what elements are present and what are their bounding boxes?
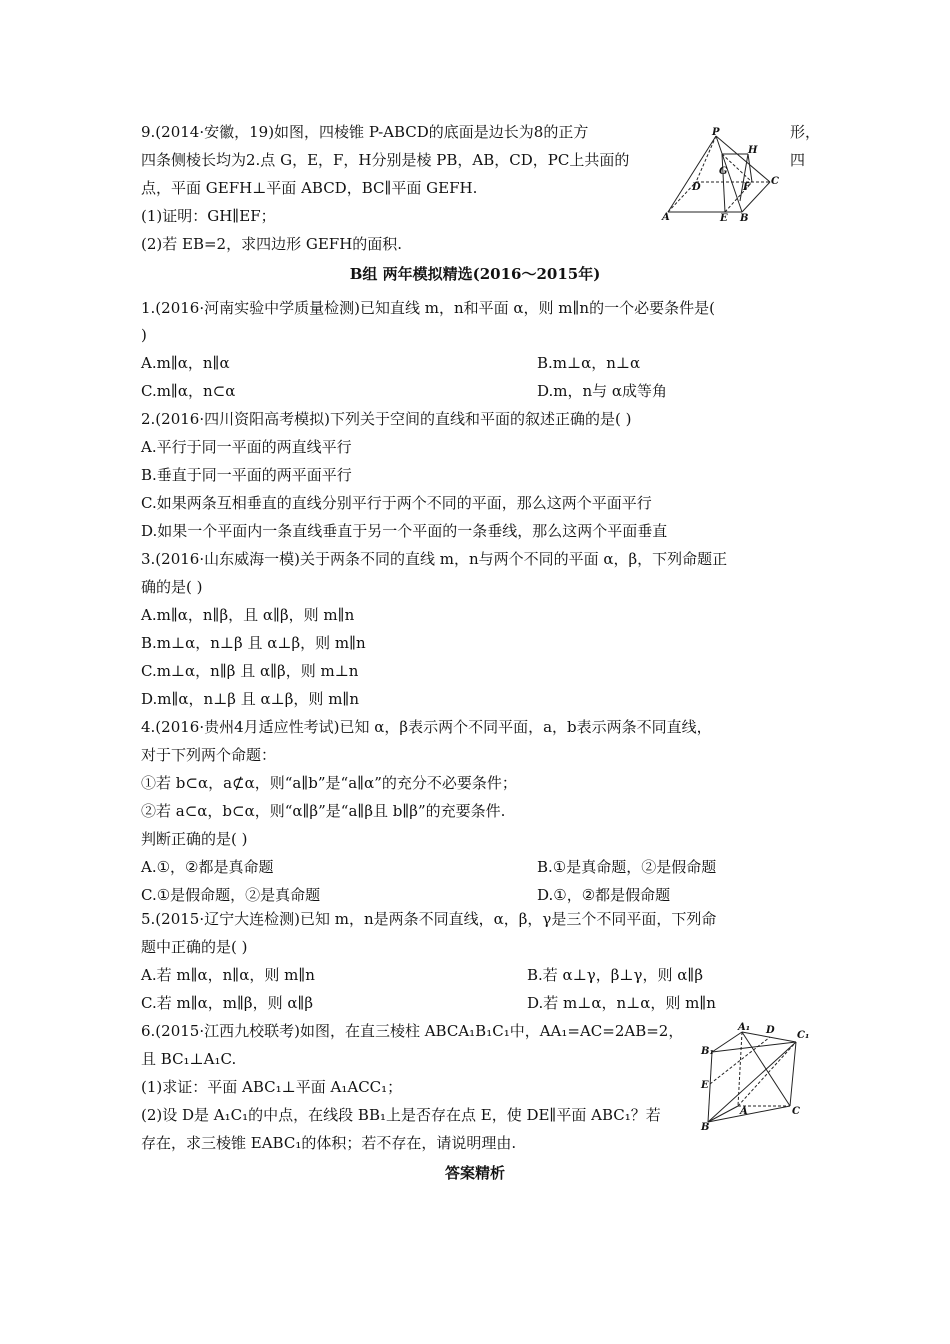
q6-fig-label-a1: A₁ — [738, 1022, 751, 1033]
q4-stem-2: 对于下列两个命题： — [141, 746, 277, 764]
q6-part-2-line-1: (2)设 D是 A₁C₁的中点，在线段 BB₁上是否存在点 E，使 DE∥平面 ABC₁？若 — [141, 1106, 661, 1124]
q6-fig-label-e: E — [701, 1080, 709, 1091]
q6-fig-label-c1: C₁ — [797, 1030, 810, 1041]
q6-stem-2: 且 BC₁⊥A₁C. — [141, 1050, 237, 1068]
q1-stem-2: ) — [141, 326, 147, 344]
q9-fig-label-d: D — [692, 182, 701, 193]
q4-option-b: B.①是真命题，②是假命题 — [537, 858, 717, 876]
pyramid-figure — [660, 126, 785, 222]
answer-title: 答案精析 — [444, 1164, 505, 1182]
q4-prompt: 判断正确的是( ) — [141, 830, 248, 848]
q4-option-a: A.①，②都是真命题 — [141, 858, 274, 876]
q9-fig-label-a: A — [662, 212, 670, 222]
q5-option-a: A.若 m∥α，n∥α，则 m∥n — [141, 966, 315, 984]
q9-fig-label-g: G — [719, 166, 728, 177]
q6-fig-label-b1: B₁ — [701, 1046, 714, 1057]
q9-line-2-tail: 四 — [790, 151, 806, 169]
q3-stem-1: 3.(2016·山东威海一模)关于两条不同的直线 m，n与两个不同的平面 α，β，下列命题正 — [141, 550, 728, 568]
q4-option-d: D.①，②都是假命题 — [537, 886, 671, 904]
q4-proposition-2: ②若 a⊂α，b⊂α，则“α∥β”是“a∥β且 b∥β”的充要条件. — [141, 802, 506, 820]
q5-option-b: B.若 α⊥γ，β⊥γ，则 α∥β — [527, 966, 704, 984]
q9-line-1-tail: 形， — [790, 123, 821, 141]
prism-figure — [698, 1022, 818, 1132]
group-b-title: B组 两年模拟精选(2016～2015年) — [349, 265, 601, 283]
q9-line-1: 9.(2014·安徽，19)如图，四棱锥 P-ABCD的底面是边长为8的正方 — [141, 123, 589, 141]
q6-stem-1: 6.(2015·江西九校联考)如图，在直三棱柱 ABCA₁B₁C₁中，AA₁=AC=2AB=2， — [141, 1022, 684, 1040]
q3-option-b: B.m⊥α，n⊥β 且 α⊥β，则 m∥n — [141, 634, 366, 652]
q9-line-2: 四条侧棱长均为2.点 G，E，F，H分别是棱 PB，AB，CD，PC上共面的 — [141, 151, 630, 169]
q9-part-2: (2)若 EB=2，求四边形 GEFH的面积. — [141, 235, 403, 253]
q3-option-a: A.m∥α，n∥β，且 α∥β，则 m∥n — [141, 606, 355, 624]
q3-option-d: D.m∥α，n⊥β 且 α⊥β，则 m∥n — [141, 690, 360, 708]
q1-option-b: B.m⊥α，n⊥α — [537, 354, 641, 372]
q3-option-c: C.m⊥α，n∥β 且 α∥β，则 m⊥n — [141, 662, 359, 680]
q1-option-d: D.m，n与 α成等角 — [537, 382, 668, 400]
q9-fig-label-e: E — [720, 213, 728, 222]
q9-part-1: (1)证明：GH∥EF； — [141, 207, 276, 225]
q5-stem-1: 5.(2015·辽宁大连检测)已知 m，n是两条不同直线，α，β，γ是三个不同平面，下列命 — [141, 910, 717, 928]
q6-fig-label-c: C — [792, 1106, 800, 1117]
q9-line-3: 点，平面 GEFH⊥平面 ABCD，BC∥平面 GEFH. — [141, 179, 478, 197]
q2-option-c: C.如果两条互相垂直的直线分别平行于两个不同的平面，那么这两个平面平行 — [141, 494, 652, 512]
q9-fig-label-b: B — [740, 213, 749, 222]
q5-option-c: C.若 m∥α，m∥β，则 α∥β — [141, 994, 314, 1012]
q4-stem-1: 4.(2016·贵州4月适应性考试)已知 α，β表示两个不同平面，a，b表示两条不同直线， — [141, 718, 712, 736]
q6-fig-label-a: A — [740, 1106, 748, 1117]
q1-option-c: C.m∥α，n⊂α — [141, 382, 236, 400]
q9-fig-label-p: P — [712, 127, 720, 138]
q1-stem-1: 1.(2016·河南实验中学质量检测)已知直线 m，n和平面 α，则 m∥n的一个必要条件是( — [141, 299, 715, 317]
q6-part-1: (1)求证：平面 ABC₁⊥平面 A₁ACC₁； — [141, 1078, 403, 1096]
q6-part-2-line-2: 存在，求三棱锥 EABC₁的体积；若不存在，请说明理由. — [141, 1134, 517, 1152]
q2-option-d: D.如果一个平面内一条直线垂直于另一个平面的一条垂线，那么这两个平面垂直 — [141, 522, 668, 540]
q5-option-d: D.若 m⊥α，n⊥α，则 m∥n — [527, 994, 716, 1012]
q6-fig-label-b: B — [701, 1122, 710, 1132]
q4-option-c: C.①是假命题，②是真命题 — [141, 886, 321, 904]
q4-proposition-1: ①若 b⊂α，a⊄α，则“a∥b”是“a∥α”的充分不必要条件； — [141, 774, 517, 792]
q9-fig-label-h: H — [748, 145, 758, 156]
q2-stem: 2.(2016·四川资阳高考模拟)下列关于空间的直线和平面的叙述正确的是( ) — [141, 410, 632, 428]
q9-fig-label-c: C — [771, 176, 779, 187]
q3-stem-2: 确的是( ) — [141, 578, 203, 596]
q5-stem-2: 题中正确的是( ) — [141, 938, 248, 956]
q2-option-a: A.平行于同一平面的两直线平行 — [141, 438, 352, 456]
q9-fig-label-f: F — [743, 182, 751, 193]
q6-fig-label-d: D — [766, 1025, 775, 1036]
q2-option-b: B.垂直于同一平面的两平面平行 — [141, 466, 352, 484]
q1-option-a: A.m∥α，n∥α — [141, 354, 230, 372]
